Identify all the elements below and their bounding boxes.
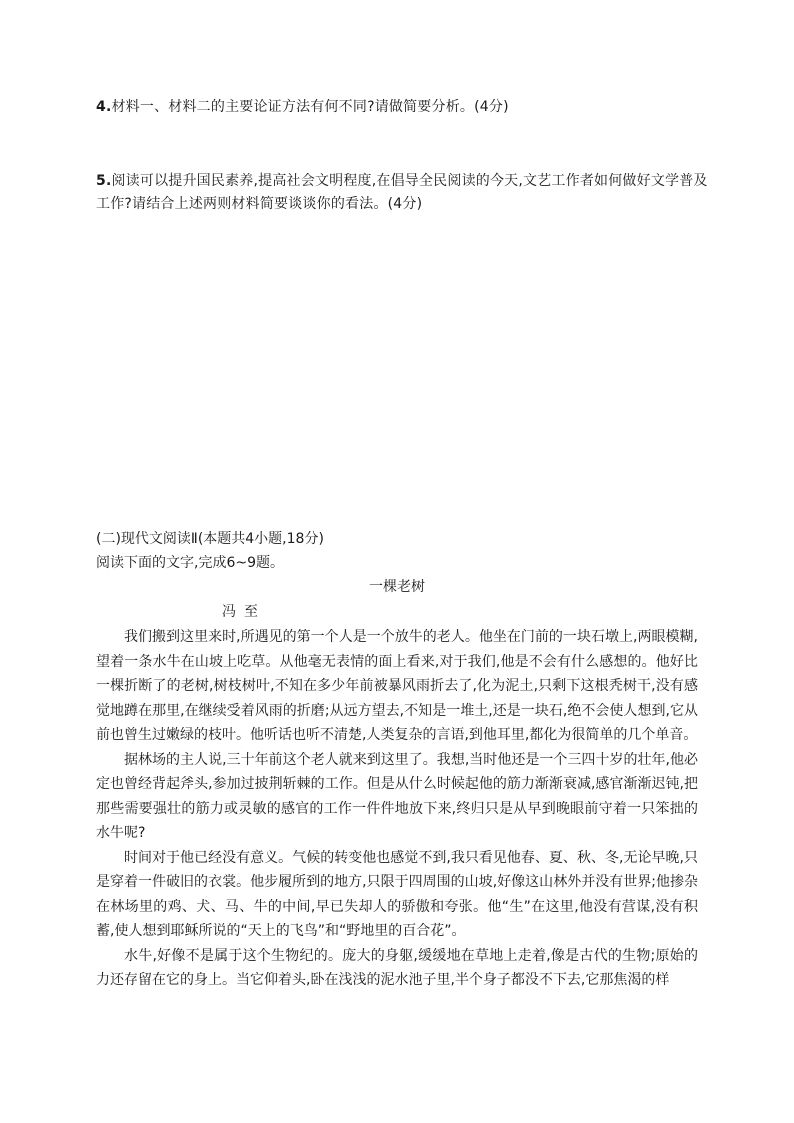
section-header: (二)现代文阅读Ⅱ(本题共4小题,18分) bbox=[96, 531, 324, 547]
question-text: 材料一、材料二的主要论证方法有何不同?请做简要分析。(4分) bbox=[111, 99, 509, 115]
question-5 bbox=[96, 170, 716, 216]
question-number: 5. bbox=[96, 173, 112, 189]
section-instruction: 阅读下面的文字,完成6~9题。 bbox=[96, 555, 284, 571]
question-number: 4. bbox=[96, 99, 112, 115]
question-4 bbox=[96, 96, 716, 119]
article-body bbox=[96, 625, 698, 993]
article-paragraph: 我们搬到这里来时,所遇见的第一个人是一个放牛的老人。他坐在门前的一块石墩上,两眼模糊,望着一条水牛在山坡上吃草。从他毫无表情的面上看来,对于我们,他是不会有什么感想的。他好比一棵折断了的老树,树枝树叶,不知在多少年前被暴风雨折去了,化为泥土,只剩下这根秃树干,没有感觉地蹲在那里,在继续受着风雨的折磨;从远方望去,不知是一堆土,还是一块石,绝不会使人想到,它从前也曾生过嫩绿的枝叶。他听话也听不清楚,人类复杂的言语,到他耳里,都化为很简单的几个单音。 bbox=[96, 629, 698, 743]
article-title: 一棵老树 bbox=[369, 579, 425, 595]
article-paragraph: 时间对于他已经没有意义。气候的转变他也感觉不到,我只看见他春、夏、秋、冬,无论早晚,只是穿着一件破旧的衣裳。他步履所到的地方,只限于四周围的山坡,好像这山林外并没有世界;他掺杂在林场里的鸡、犬、马、牛的中间,早已失却人的骄傲和夸张。他“生”在这里,他没有营谋,没有积蓄,使人想到耶稣所说的“天上的飞鸟”和“野地里的百合花”。 bbox=[96, 849, 698, 939]
question-text: 阅读可以提升国民素养,提高社会文明程度,在倡导全民阅读的今天,文艺工作者如何做好文学普及工作?请结合上述两则材料简要谈谈你的看法。(4分) bbox=[96, 173, 708, 212]
article-paragraph: 据林场的主人说,三十年前这个老人就来到这里了。我想,当时他还是一个三四十岁的壮年,他必定也曾经背起斧头,参加过披荆斩棘的工作。但是从什么时候起他的筋力渐渐衰减,感官渐渐迟钝,把那些需要强壮的筋力或灵敏的感官的工作一件件地放下来,终归只是从早到晚眼前守着一只笨拙的水牛呢? bbox=[96, 751, 698, 841]
article-author: 冯至 bbox=[222, 604, 266, 620]
article-paragraph: 水牛,好像不是属于这个生物纪的。庞大的身躯,缓缓地在草地上走着,像是古代的生物;原始的力还存留在它的身上。当它仰着头,卧在浅浅的泥水池子里,半个身子都没不下去,它那焦渴的样 bbox=[96, 947, 698, 988]
